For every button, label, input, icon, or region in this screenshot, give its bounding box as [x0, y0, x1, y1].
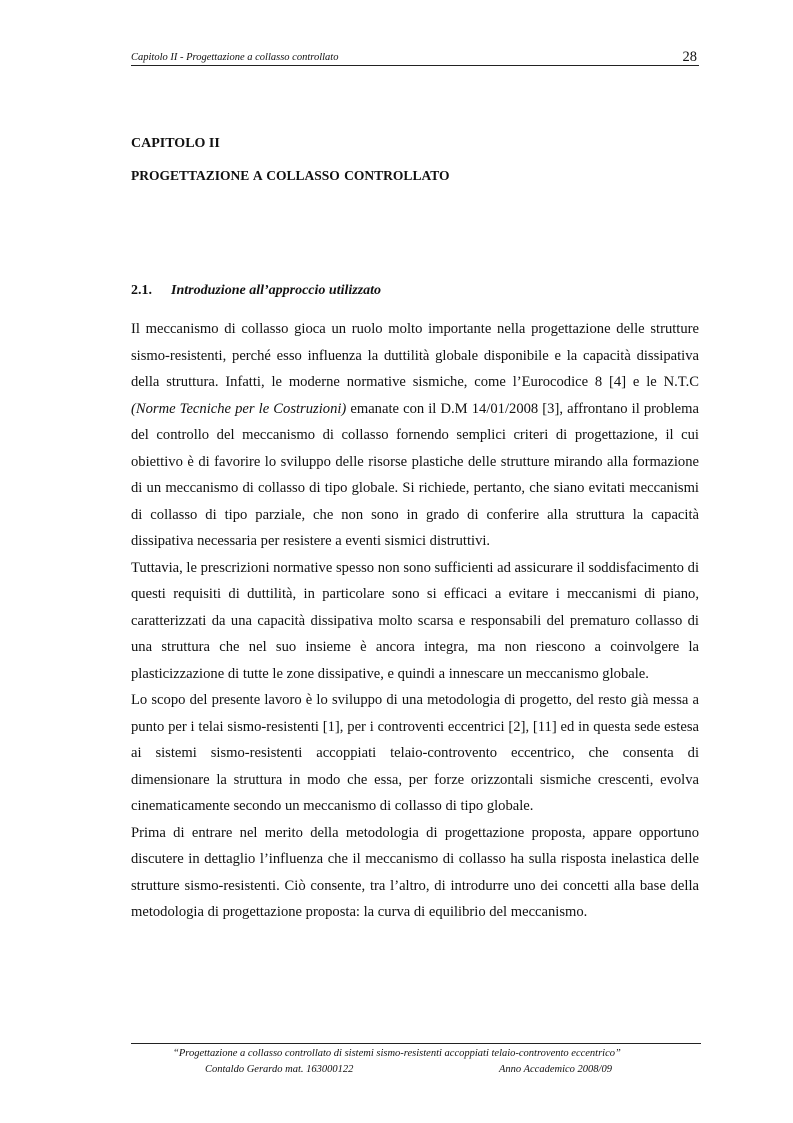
- paragraph-text: Il meccanismo di collasso gioca un ruolo molto importante nella progettazione delle strutture sismo-resistenti, perché esso influenza la duttilità globale disponibile e la capacità dissipativa della struttura. Infatti, le moderne normative sismiche, come l’Eurocodice 8 [4] e le N.T.C: [131, 321, 699, 390]
- footer-academic-year: Anno Accademico 2008/09: [499, 1064, 612, 1075]
- running-header: [131, 49, 699, 66]
- paragraph: Prima di entrare nel merito della metodologia di progettazione proposta, appare opportuno discutere in dettaglio l’influenza che il meccanismo di collasso ha sulla risposta inelastica delle strutture sismo-resistenti. Ciò consente, tra l’altro, di introdurre uno dei concetti alla base della metodologia di progettazione proposta: la curva di equilibrio del meccanismo.: [131, 824, 699, 920]
- paragraph: Lo scopo del presente lavoro è lo sviluppo di una metodologia di progetto, del resto già messa a punto per i telai sismo-resistenti [1], per i controventi eccentrici [2], [11] ed in questa sede estesa ai sistemi sismo-resistenti accoppiati telaio-controvento eccentrico, che consenta di dimensionare la struttura in modo che essa, per forze orizzontali sismiche crescenti, evolva cinematicamente secondo un meccanismo di collasso di tipo globale.: [131, 692, 699, 814]
- footer-thesis-title: “Progettazione a collasso controllato di sistemi sismo-resistenti accoppiati telaio-controvento eccentrico”: [173, 1048, 621, 1059]
- paragraph: Tuttavia, le prescrizioni normative spesso non sono sufficienti ad assicurare il soddisfacimento di questi requisiti di duttilità, in particolare sono si efficaci a evitare i meccanismi di piano, caratterizzati da una capacità dissipativa molto scarsa e responsabili del prematuro collasso di una struttura che nel suo insieme è ancora integra, ma non riescono a coinvolgere la plasticizzazione di tutte le zone dissipative, e quindi a innescare un meccanismo globale.: [131, 559, 699, 682]
- body-text: [131, 316, 699, 926]
- running-footer: [131, 1043, 701, 1075]
- chapter-label: CAPITOLO II: [131, 136, 220, 151]
- page-number: 28: [682, 49, 697, 65]
- section-heading: [131, 283, 381, 299]
- chapter-title: PROGETTAZIONE A COLLASSO CONTROLLATO: [131, 168, 450, 183]
- section-title: Introduzione all’approccio utilizzato: [171, 283, 382, 298]
- section-number: 2.1.: [131, 283, 152, 298]
- header-title: Capitolo II - Progettazione a collasso controllato: [131, 52, 339, 63]
- paragraph: [131, 316, 699, 555]
- footer-author: Contaldo Gerardo mat. 163000122: [205, 1064, 354, 1075]
- paragraph-italic-text: (Norme Tecniche per le Costruzioni): [131, 400, 347, 417]
- paragraph-text: emanate con il D.M 14/01/2008 [3], affrontano il problema del controllo del meccanismo di collasso fornendo semplici criteri di progettazione, il cui obiettivo è di favorire lo sviluppo delle risorse plastiche delle strutture mirando alla formazione di un meccanismo di collasso di tipo globale. Si richiede, pertanto, che siano evitati meccanismi di collasso di tipo parziale, che non sono in grado di conferire alla struttura la capacità dissipativa necessaria per resistere a eventi sismici distruttivi.: [131, 400, 699, 549]
